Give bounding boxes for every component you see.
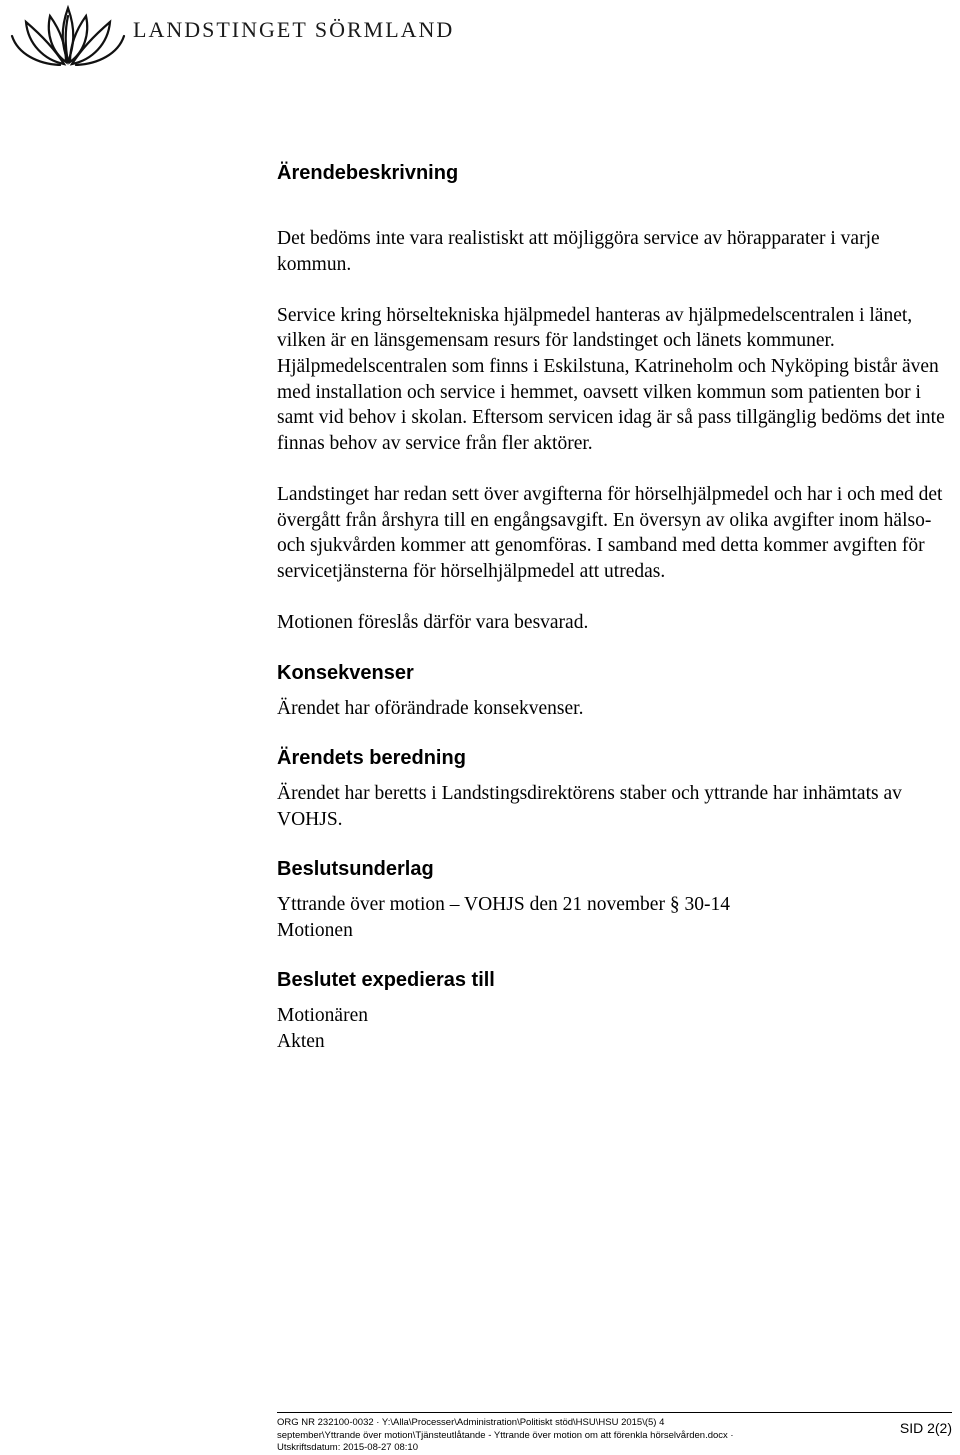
org-name: LANDSTINGET SÖRMLAND — [133, 17, 455, 42]
section-expedieras — [277, 967, 957, 1054]
footer-path: ORG NR 232100-0032 · Y:\Alla\Processer\Administration\Politiskt stöd\HSU\HSU 2015\(5) 4 september\Yttrande över motion\Tjänsteutlåtande - Yttrande över motion om att förenkla hörselvården.docx · Utskriftsdatum: 2015-08-27 08:10 — [277, 1417, 734, 1453]
section-line: Motionären — [277, 1005, 368, 1027]
document-body — [277, 160, 957, 1055]
section-heading: Ärendets beredning — [277, 747, 466, 770]
crown-logo-icon — [10, 2, 126, 66]
section-line: Akten — [277, 1031, 325, 1053]
section-line: Ärendet har oförändrade konsekvenser. — [277, 697, 584, 719]
paragraph: Det bedöms inte vara realistiskt att möjliggöra service av hörapparater i varje kommun. — [277, 228, 880, 275]
section-line: Yttrande över motion – VOHJS den 21 november § 30-14 — [277, 894, 730, 916]
page-number: SID 2(2) — [899, 1420, 952, 1436]
footer-divider — [277, 1412, 952, 1413]
logo — [10, 2, 126, 66]
paragraph: Motionen föreslås därför vara besvarad. — [277, 611, 589, 633]
section-heading: Beslutet expedieras till — [277, 969, 495, 992]
paragraph: Service kring hörseltekniska hjälpmedel hanteras av hjälpmedelscentralen i länet, vilken är en länsgemensam resurs för landstinget och länets kommuner. Hjälpmedelscentralen som finns i Eskilstuna, Katrineholm och Nyköping bistår även med installation och service i hemmet, oavsett vilken kommun som patienten bor i samt vid behov i skolan. Eftersom servicen idag är så pass tillgänglig bedöms det inte finnas behov av service från fler aktörer. — [277, 304, 945, 454]
section-heading: Konsekvenser — [277, 661, 414, 684]
paragraph: Landstinget har redan sett över avgifterna för hörselhjälpmedel och har i och med det övergått från årshyra till en engångsavgift. En översyn av olika avgifter inom hälso- och sjukvården kommer att genomföras. I samband med detta kommer avgiften för servicetjänsterna för hörselhjälpmedel att utredas. — [277, 483, 943, 582]
section-line: Ärendet har beretts i Landstingsdirektörens staber och yttrande har inhämtats av VOHJS. — [277, 783, 902, 830]
section-heading: Beslutsunderlag — [277, 858, 434, 881]
page-title: Ärendebeskrivning — [277, 162, 459, 184]
section-line: Motionen — [277, 919, 353, 941]
section-beslutsunderlag — [277, 856, 957, 943]
section-konsekvenser — [277, 660, 957, 722]
section-beredning — [277, 745, 957, 832]
